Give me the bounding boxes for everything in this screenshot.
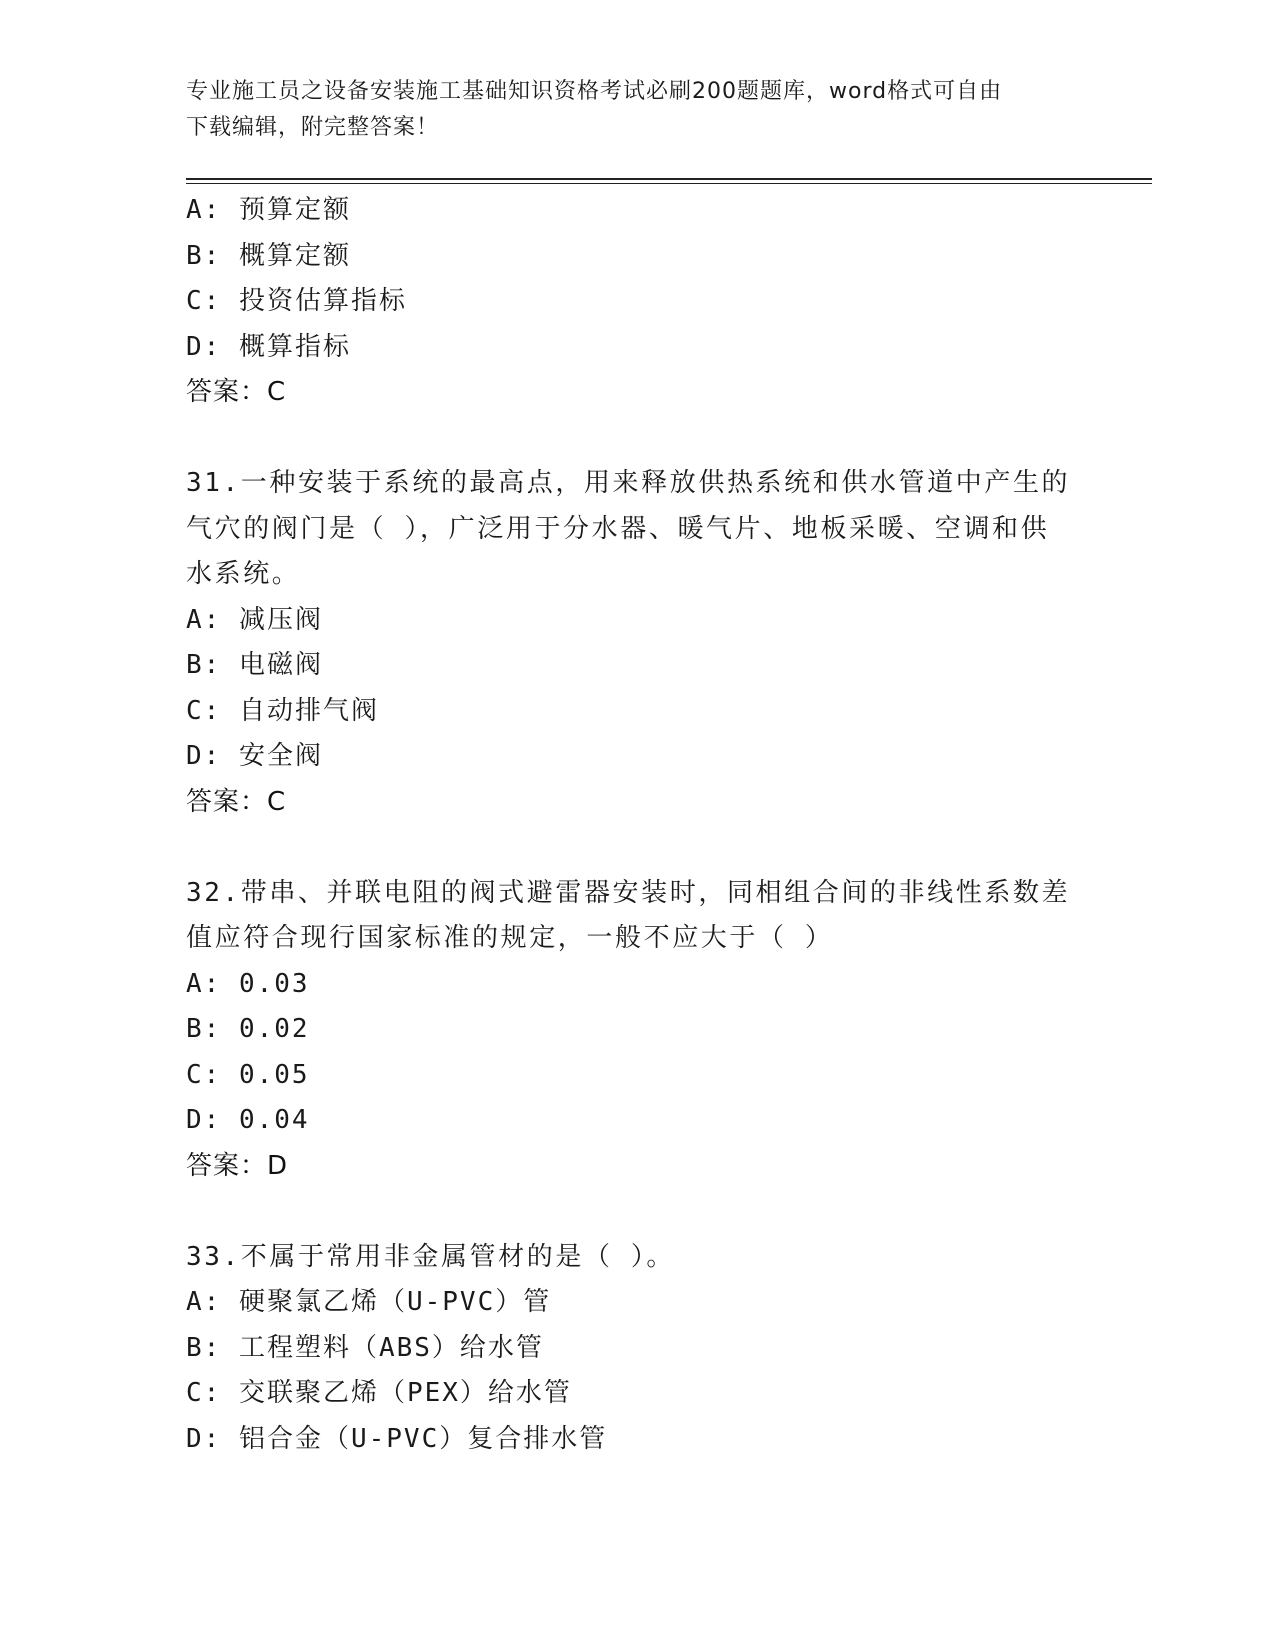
header-divider-thick <box>186 178 1152 180</box>
question-stem-line: 值应符合现行国家标准的规定，一般不应大于（ ） <box>186 923 834 953</box>
option-a: A: 0.03 <box>186 968 310 999</box>
question-stem-line: 水系统。 <box>186 559 301 589</box>
option-a: A: 预算定额 <box>186 195 351 225</box>
option-c: C: 交联聚乙烯（PEX）给水管 <box>186 1378 572 1408</box>
answer-line: 答案：C <box>186 377 287 407</box>
option-d: D: 安全阀 <box>186 741 323 771</box>
question-list <box>186 188 1086 1462</box>
option-a: A: 减压阀 <box>186 604 323 635</box>
question-stem-line: 33.不属于常用非金属管材的是（ ）。 <box>186 1241 676 1272</box>
option-a: A: 硬聚氯乙烯（U-PVC）管 <box>186 1287 552 1317</box>
option-c: C: 自动排气阀 <box>186 695 379 726</box>
option-b: B: 工程塑料（ABS）给水管 <box>186 1332 544 1363</box>
question-stem-line: 32.带串、并联电阻的阀式避雷器安装时，同相组合间的非线性系数差 <box>186 877 1071 908</box>
option-b: B: 0.02 <box>186 1014 310 1044</box>
option-d: D: 概算指标 <box>186 331 351 362</box>
option-c: C: 0.05 <box>186 1059 310 1090</box>
question-stem-line: 气穴的阀门是（ ），广泛用于分水器、暖气片、地板采暖、空调和供 <box>186 513 1050 544</box>
header-title-line-2: 下载编辑，附完整答案！ <box>186 115 440 140</box>
option-b: B: 电磁阀 <box>186 650 323 680</box>
spacer <box>186 1189 1086 1235</box>
question-31 <box>186 461 1086 825</box>
question-30-continued <box>186 188 1086 416</box>
document-header <box>186 74 1066 146</box>
spacer <box>186 416 1086 462</box>
option-b: B: 概算定额 <box>186 240 351 271</box>
option-d: D: 铝合金（U-PVC）复合排水管 <box>186 1423 608 1454</box>
answer-line: 答案：D <box>186 1150 289 1181</box>
question-33 <box>186 1235 1086 1463</box>
option-c: C: 投资估算指标 <box>186 286 407 316</box>
question-32 <box>186 871 1086 1190</box>
header-title-line-1: 专业施工员之设备安装施工基础知识资格考试必刷200题题库，word格式可自由 <box>186 79 1003 104</box>
spacer <box>186 825 1086 871</box>
answer-line: 答案：C <box>186 786 287 817</box>
header-divider-thin <box>186 183 1152 184</box>
option-d: D: 0.04 <box>186 1105 310 1135</box>
question-stem-line: 31.一种安装于系统的最高点，用来释放供热系统和供水管道中产生的 <box>186 468 1071 498</box>
